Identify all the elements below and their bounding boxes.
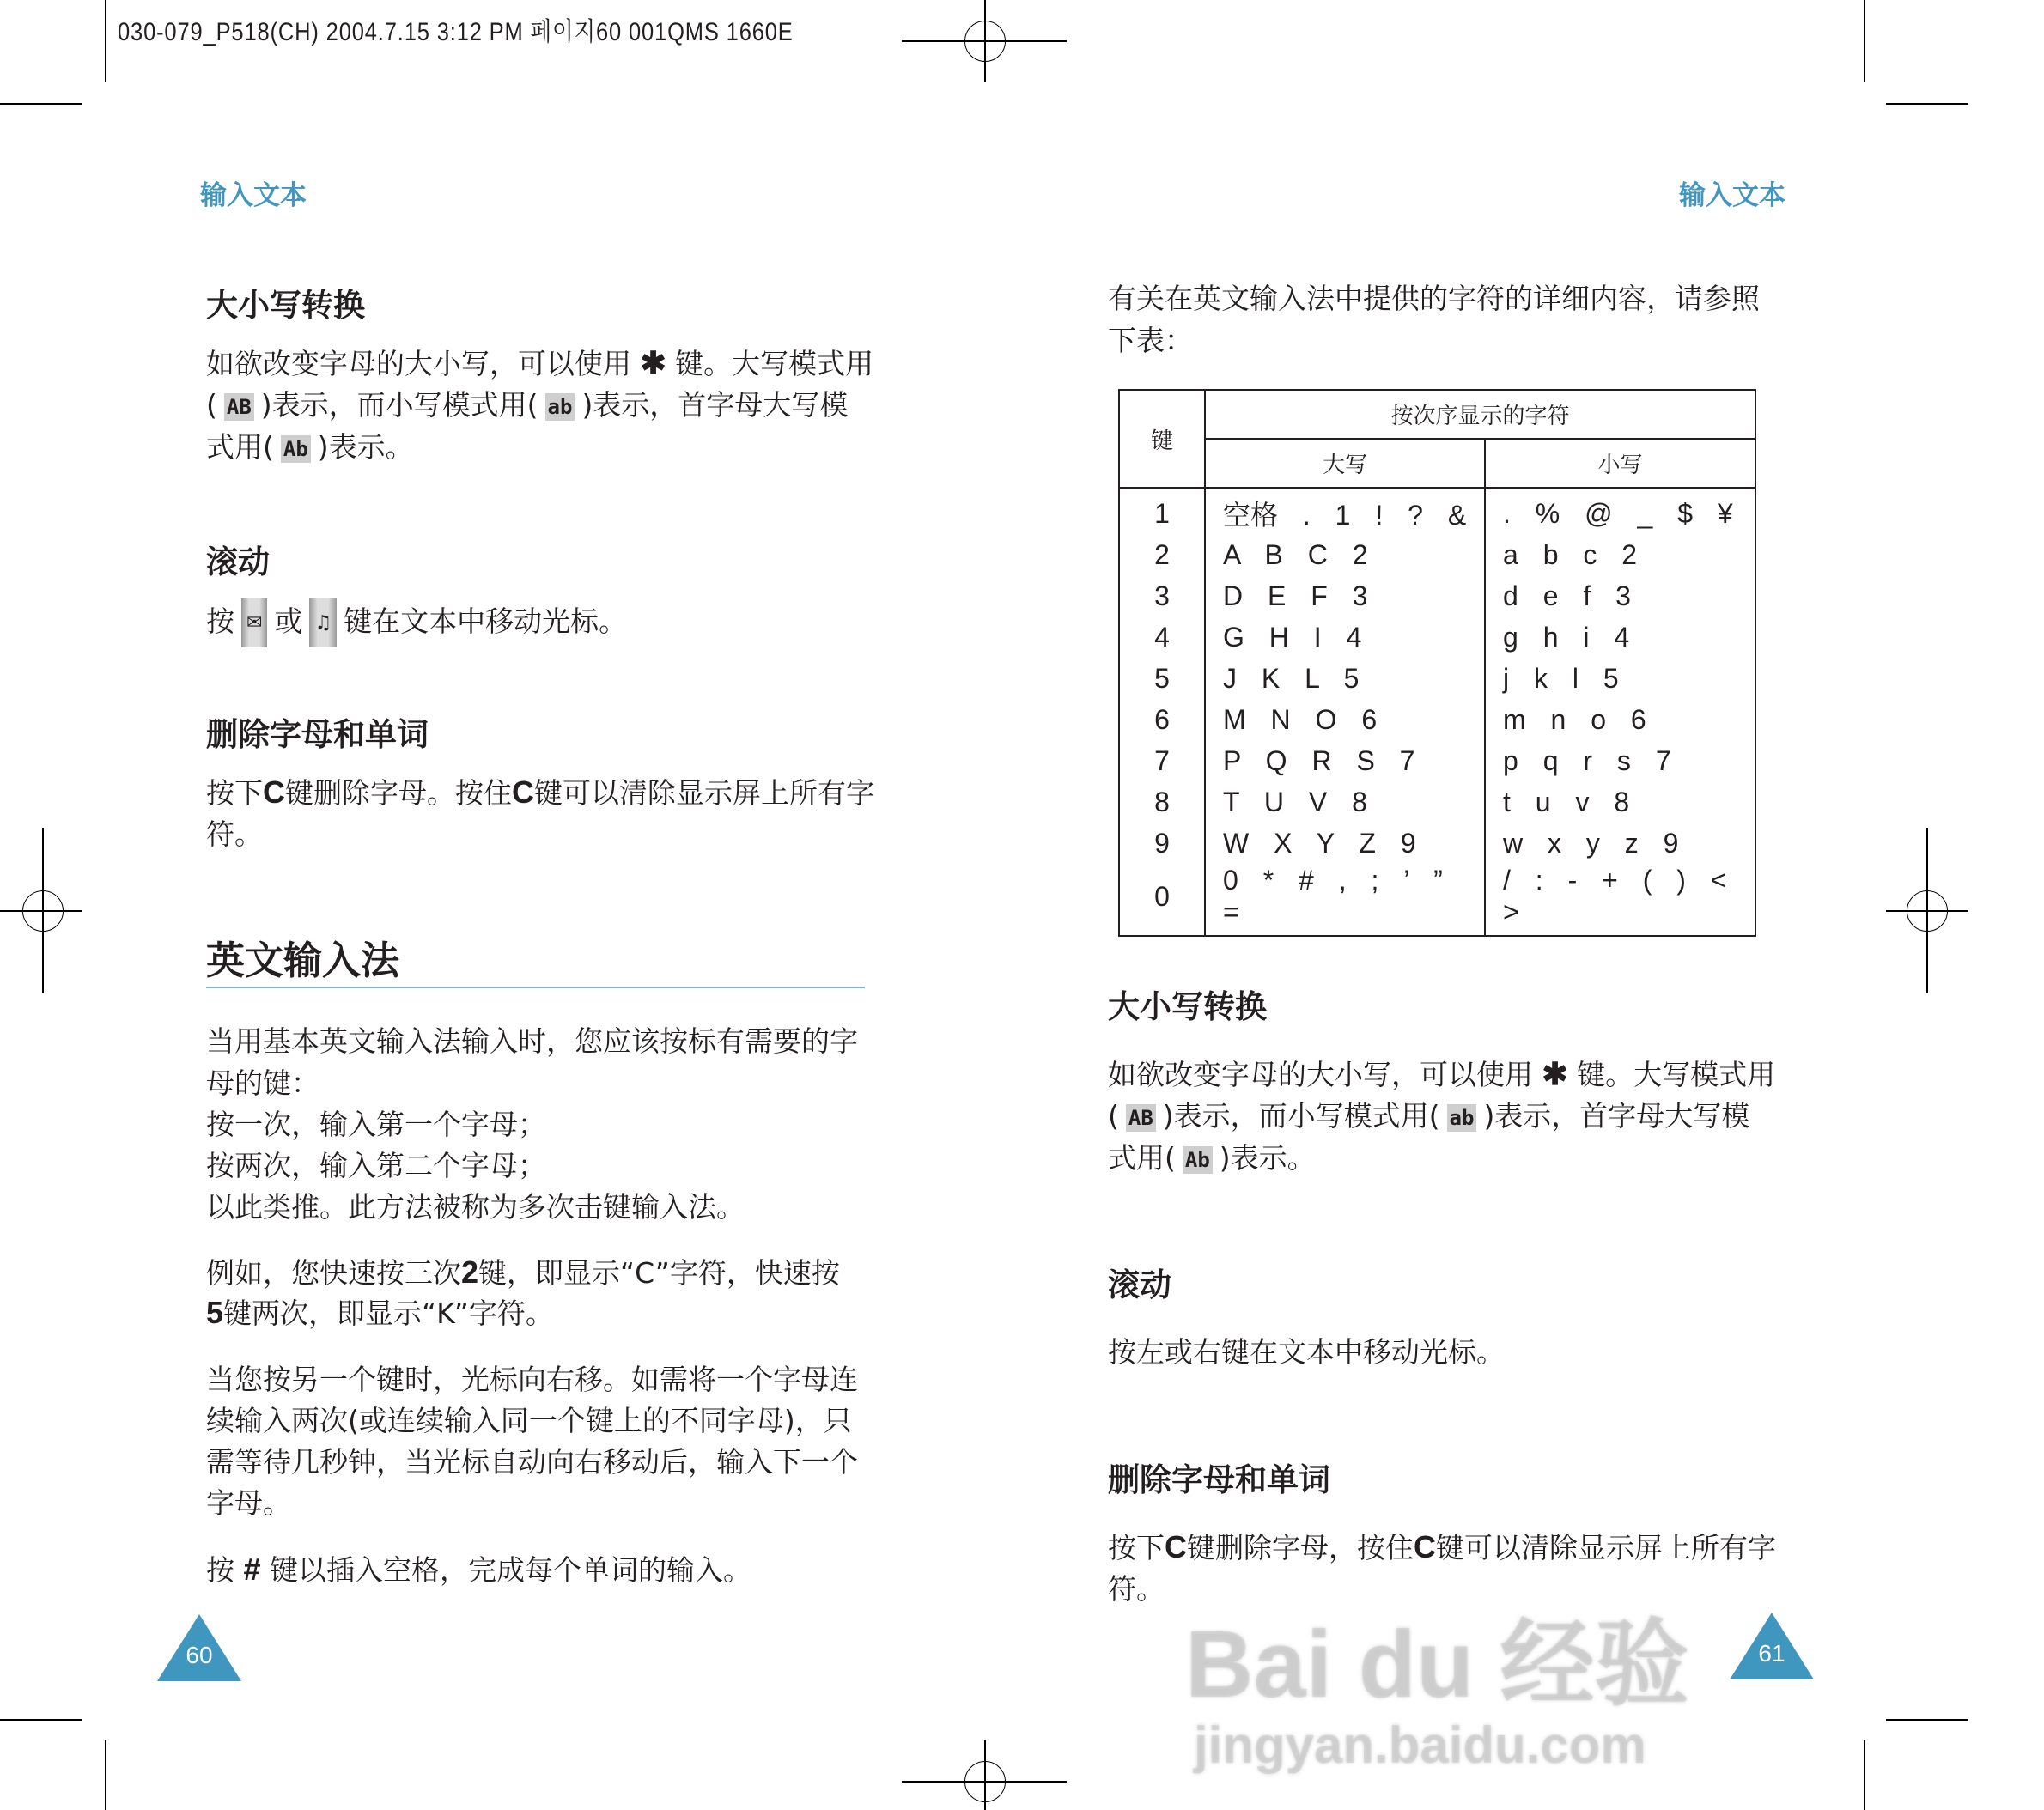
upper-cell: M N O 6 [1205, 699, 1485, 740]
text: 按 [206, 604, 234, 638]
text: 键删除字母，按住 [1187, 1531, 1414, 1564]
text: 如欲改变字母的大小写，可以使用 [1108, 1058, 1533, 1091]
crop-mark [1886, 103, 1968, 105]
english-p2-line [206, 1291, 554, 1334]
upper-cell: G H I 4 [1205, 616, 1485, 658]
page-number: 60 [186, 1642, 213, 1668]
upper-cell: J K L 5 [1205, 658, 1485, 699]
key-cell: 2 [1119, 534, 1205, 575]
print-header: 030-079_P518(CH) 2004.7.15 3:12 PM 페이지60 001QMS 1660E [118, 18, 794, 46]
english-p3-line: 续输入两次(或连续输入同一个键上的不同字母)，只 [206, 1404, 852, 1437]
lower-cell: g h i 4 [1485, 616, 1755, 658]
table-row [1119, 823, 1755, 864]
registration-mark [22, 890, 64, 932]
key-cell: 6 [1119, 699, 1205, 740]
text: 式用( [206, 430, 274, 464]
english-p1-line: 当用基本英文输入法输入时，您应该按标有需要的字 [206, 1024, 858, 1058]
case-line-3 [1108, 1137, 1316, 1179]
lower-cell: w x y z 9 [1485, 823, 1755, 864]
upper-cell: 空格 . 1 ! ? & [1205, 488, 1485, 534]
text: )表示，首字母大写模 [581, 388, 849, 422]
music-key-icon: ♫ [309, 598, 337, 647]
text: 按 [206, 1553, 234, 1587]
lower-cell: p q r s 7 [1485, 740, 1755, 781]
crop-mark [1864, 1740, 1865, 1810]
english-p1-line: 按一次，输入第一个字母； [206, 1108, 546, 1141]
english-p3-line: 字母。 [206, 1486, 291, 1520]
key-header: 键 [1119, 390, 1205, 488]
text: 键在文本中移动光标。 [344, 604, 628, 638]
scroll-line [206, 598, 627, 647]
english-p1-line: 以此类推。此方法被称为多次击键输入法。 [206, 1190, 745, 1224]
key-cell: 5 [1119, 658, 1205, 699]
case-line-1 [1108, 1053, 1775, 1096]
text: 式用( [1108, 1141, 1176, 1175]
lowercase-mode-icon: ab [1447, 1104, 1477, 1132]
text: 例如，您快速按三次 [206, 1256, 461, 1290]
text: 键可以清除显示屏上所有字 [1436, 1531, 1776, 1564]
section-label: 输入文本 [200, 180, 307, 211]
envelope-key-icon: ✉ [241, 598, 267, 647]
watermark-brand: Bai du 经验 [1185, 1612, 1689, 1717]
table-row [1119, 864, 1755, 936]
table-row [1119, 781, 1755, 823]
lowercase-mode-icon: ab [545, 393, 575, 421]
page-number: 61 [1758, 1640, 1785, 1667]
crop-mark [0, 103, 82, 105]
english-p2-line [206, 1251, 840, 1294]
english-p3-line: 需等待几秒钟，当光标自动向右移动后，输入下一个 [206, 1445, 858, 1479]
scroll-line: 按左或右键在文本中移动光标。 [1108, 1335, 1505, 1369]
crop-mark [105, 0, 106, 82]
text: )表示，而小写模式用( [260, 388, 538, 422]
key-cell: 4 [1119, 616, 1205, 658]
hash-key-icon: # [243, 1552, 261, 1587]
heading-english-input: 英文输入法 [206, 938, 400, 983]
watermark-url: jingyan.baidu.com [1194, 1716, 1646, 1774]
upper-cell: 0 * # , ; ’ ” = [1205, 864, 1485, 936]
text: 键删除字母。按住 [285, 776, 512, 810]
text: 键，即显示“C”字符，快速按 [478, 1256, 840, 1290]
english-p1-line: 按两次，输入第二个字母； [206, 1149, 546, 1182]
key-cell: 0 [1119, 864, 1205, 936]
capitalized-mode-icon: Ab [281, 435, 311, 463]
text: )表示。 [1219, 1141, 1316, 1175]
heading-case: 大小写转换 [1108, 988, 1267, 1025]
crop-mark [1864, 0, 1865, 82]
intro-line: 下表： [1108, 324, 1193, 357]
lower-cell: d e f 3 [1485, 575, 1755, 616]
delete-line-2: 符。 [206, 817, 263, 851]
delete-line-1 [1108, 1526, 1776, 1569]
delete-line-1 [206, 771, 874, 814]
registration-mark [1907, 890, 1948, 932]
key-cell: 1 [1119, 488, 1205, 534]
heading-delete: 删除字母和单词 [206, 716, 429, 753]
text: 如欲改变字母的大小写，可以使用 [206, 347, 631, 380]
text: 键。大写模式用 [675, 347, 874, 380]
lower-cell: / : - + ( ) < > [1485, 864, 1755, 936]
lower-cell: j k l 5 [1485, 658, 1755, 699]
key-cell: 9 [1119, 823, 1205, 864]
case-line-2 [1108, 1095, 1749, 1137]
lower-cell: m n o 6 [1485, 699, 1755, 740]
character-table [1118, 389, 1756, 937]
lower-cell: t u v 8 [1485, 781, 1755, 823]
lower-cell: a b c 2 [1485, 534, 1755, 575]
c-key: C [1165, 1529, 1187, 1564]
key-5: 5 [206, 1295, 224, 1330]
c-key: C [263, 774, 285, 810]
crop-mark [105, 1740, 106, 1810]
text: 或 [274, 604, 303, 638]
upper-cell: P Q R S 7 [1205, 740, 1485, 781]
section-label: 输入文本 [1679, 180, 1785, 211]
case-line-2 [206, 384, 848, 426]
text: 键。大写模式用 [1577, 1058, 1776, 1091]
key-2: 2 [461, 1254, 479, 1290]
text: 按下 [206, 776, 263, 810]
text: ( [206, 388, 217, 422]
table-row [1119, 699, 1755, 740]
table-row [1119, 534, 1755, 575]
text: 键可以清除显示屏上所有字 [534, 776, 874, 810]
heading-delete: 删除字母和单词 [1108, 1461, 1330, 1498]
upper-cell: T U V 8 [1205, 781, 1485, 823]
star-key-icon: ✱ [640, 345, 666, 380]
heading-scroll: 滚动 [1108, 1266, 1171, 1303]
text: )表示，而小写模式用( [1162, 1099, 1440, 1133]
table-row [1119, 488, 1755, 534]
text: )表示。 [317, 430, 414, 464]
table-row [1119, 740, 1755, 781]
star-key-icon: ✱ [1542, 1056, 1568, 1091]
intro-line: 有关在英文输入法中提供的字符的详细内容，请参照 [1108, 282, 1760, 315]
crop-mark [1886, 1719, 1968, 1721]
delete-line-2: 符。 [1108, 1572, 1165, 1606]
capitalized-mode-icon: Ab [1183, 1146, 1213, 1174]
heading-case: 大小写转换 [206, 287, 365, 324]
case-line-3 [206, 426, 414, 468]
upper-cell: D E F 3 [1205, 575, 1485, 616]
heading-underline [206, 987, 865, 988]
english-p4-line [206, 1548, 751, 1591]
c-key: C [512, 774, 534, 810]
group-header: 按次序显示的字符 [1205, 390, 1755, 439]
heading-scroll: 滚动 [206, 544, 270, 580]
upper-cell: W X Y Z 9 [1205, 823, 1485, 864]
upper-header: 大写 [1205, 439, 1485, 488]
crop-mark [0, 1719, 82, 1721]
table-row [1119, 616, 1755, 658]
key-cell: 8 [1119, 781, 1205, 823]
upper-cell: A B C 2 [1205, 534, 1485, 575]
case-line-1 [206, 342, 873, 385]
key-cell: 7 [1119, 740, 1205, 781]
text: 键两次，即显示“K”字符。 [223, 1297, 554, 1330]
registration-mark [964, 21, 1006, 62]
text: 按下 [1108, 1531, 1165, 1564]
table-row [1119, 658, 1755, 699]
text: )表示，首字母大写模 [1483, 1099, 1750, 1133]
english-p1-line: 母的键： [206, 1066, 319, 1100]
c-key: C [1414, 1529, 1436, 1564]
english-p3-line: 当您按另一个键时，光标向右移。如需将一个字母连 [206, 1363, 858, 1396]
text: 键以插入空格，完成每个单词的输入。 [270, 1553, 752, 1587]
uppercase-mode-icon: AB [1126, 1104, 1156, 1132]
lower-header: 小写 [1485, 439, 1755, 488]
uppercase-mode-icon: AB [224, 393, 254, 421]
lower-cell: . % @ _ $ ¥ [1485, 488, 1755, 534]
registration-mark [964, 1761, 1006, 1802]
table-row [1119, 575, 1755, 616]
text: ( [1108, 1099, 1119, 1133]
key-cell: 3 [1119, 575, 1205, 616]
